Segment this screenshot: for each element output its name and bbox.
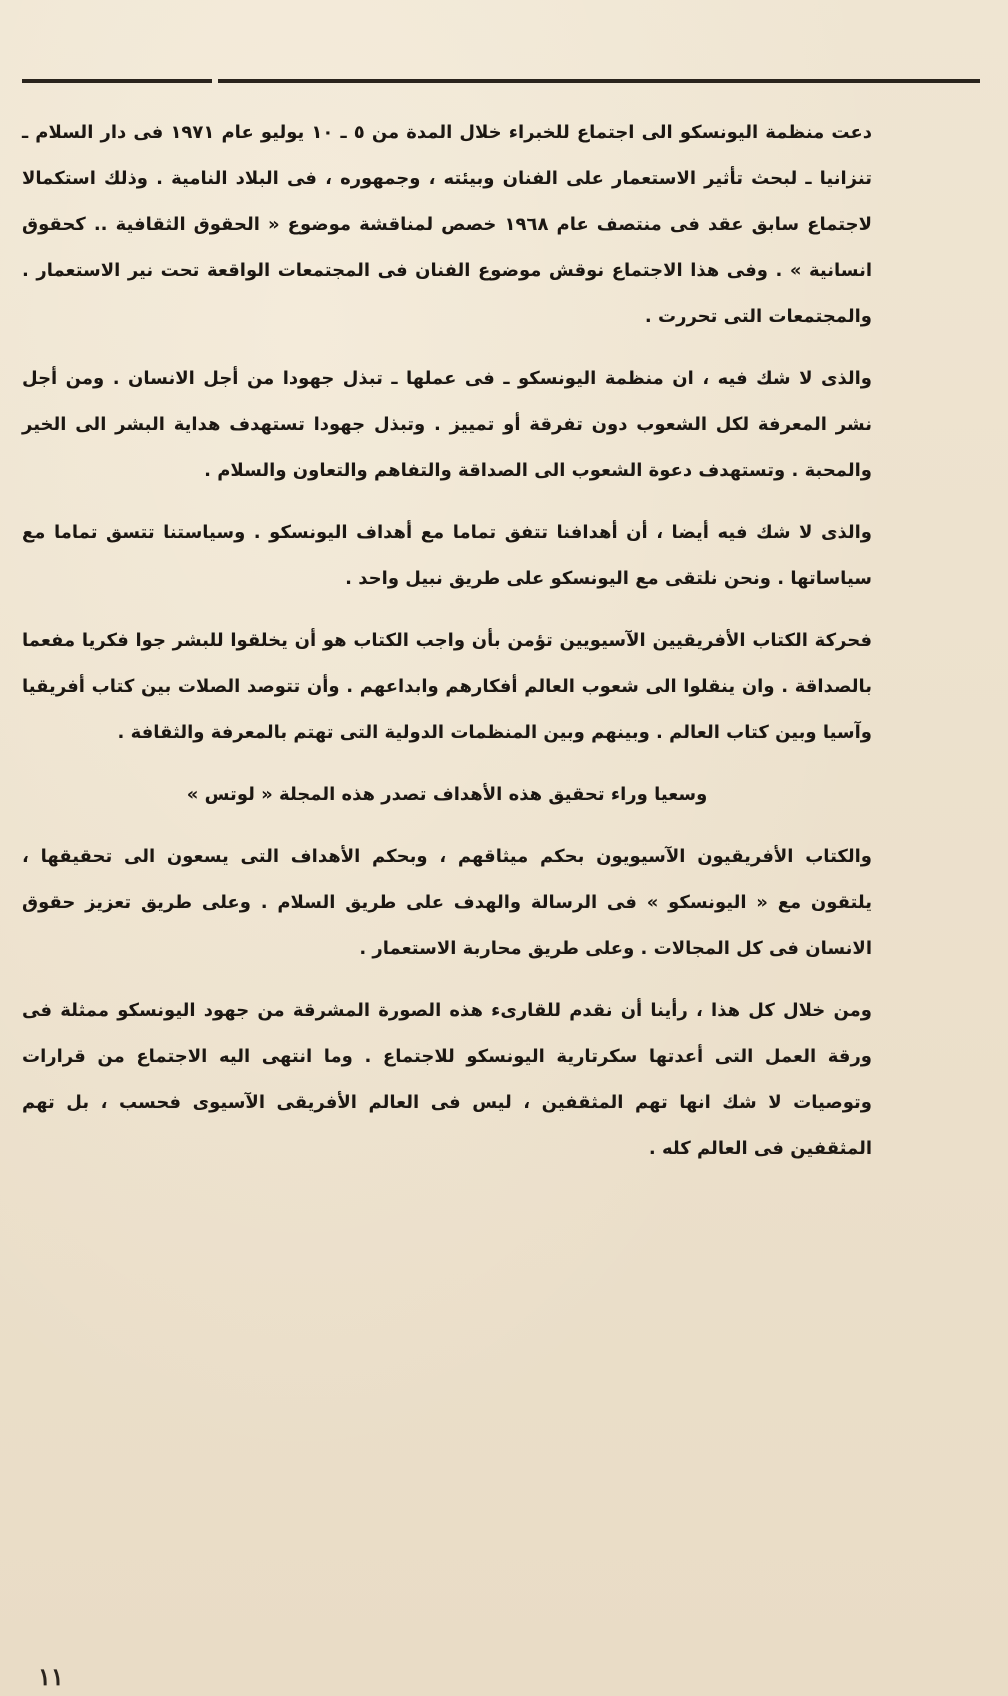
- article-body: [22, 110, 872, 1188]
- paragraph-conclusion: ومن خلال كل هذا ، رأينا أن نقدم للقارىء هذه الصورة المشرقة من جهود اليونسكو ممثلة فى ورقة العمل التى أعدتها سكرتارية اليونسكو للاجتماع . وما انتهى اليه الاجتماع من قرارات وتوصيات لا شك انها تهم المثقفين ، ليس فى العالم الأفريقى الآسيوى فحسب ، بل تهم المثقفين فى العالم كله .: [22, 1000, 872, 1159]
- paragraph-unesco-efforts: والذى لا شك فيه ، ان منظمة اليونسكو ـ فى عملها ـ تبذل جهودا من أجل الانسان . ومن أجل نشر المعرفة لكل الشعوب دون تفرقة أو تمييز . وتبذل جهودا تستهدف هداية البشر الى الخير والمحبة . وتستهدف دعوة الشعوب الى الصداقة والتفاهم والتعاون والسلام .: [22, 368, 872, 481]
- header-rule-left: [22, 79, 212, 83]
- header-rule-right: [218, 79, 980, 83]
- paragraph-unesco-meeting: دعت منظمة اليونسكو الى اجتماع للخبراء خلال المدة من ٥ ـ ١٠ يوليو عام ١٩٧١ فى دار السلام ـ تنزانيا ـ لبحث تأثير الاستعمار على الفنان وبيئته ، وجمهوره ، فى البلاد النامية . وذلك استكمالا لاجتماع سابق عقد فى منتصف عام ١٩٦٨ خصص لمناقشة موضوع « الحقوق الثقافية .. كحقوق انسانية » . وفى هذا الاجتماع نوقش موضوع الفنان فى المجتمعات الواقعة تحت نير الاستعمار . والمجتمعات التى تحررت .: [22, 122, 873, 327]
- paragraph-writers-movement: فحركة الكتاب الأفريقيين الآسيويين تؤمن بأن واجب الكتاب هو أن يخلقوا للبشر جوا فكريا مفعما بالصداقة . وان ينقلوا الى شعوب العالم أفكارهم وابداعهم . وأن تتوصد الصلات بين كتاب أفريقيا وآسيا وبين كتاب العالم . وبينهم وبين المنظمات الدولية التى تهتم بالمعرفة والثقافة .: [22, 630, 872, 743]
- paragraph-afro-asian-writers: والكتاب الأفريقيون الآسيويون بحكم ميثاقهم ، وبحكم الأهداف التى يسعون الى تحقيقها ، يلتقون مع « اليونسكو » فى الرسالة والهدف على طريق السلام . وعلى طريق تعزيز حقوق الانسان فى كل المجالات . وعلى طريق محاربة الاستعمار .: [22, 846, 872, 959]
- paragraph-lotus-magazine: وسعيا وراء تحقيق هذه الأهداف تصدر هذه المجلة « لوتس »: [186, 784, 708, 805]
- page-number: ١١: [38, 1662, 64, 1691]
- paragraph-shared-goals: والذى لا شك فيه أيضا ، أن أهدافنا تتفق تماما مع أهداف اليونسكو . وسياستنا تتسق تماما مع سياساتها . ونحن نلتقى مع اليونسكو على طريق نبيل واحد .: [22, 522, 872, 589]
